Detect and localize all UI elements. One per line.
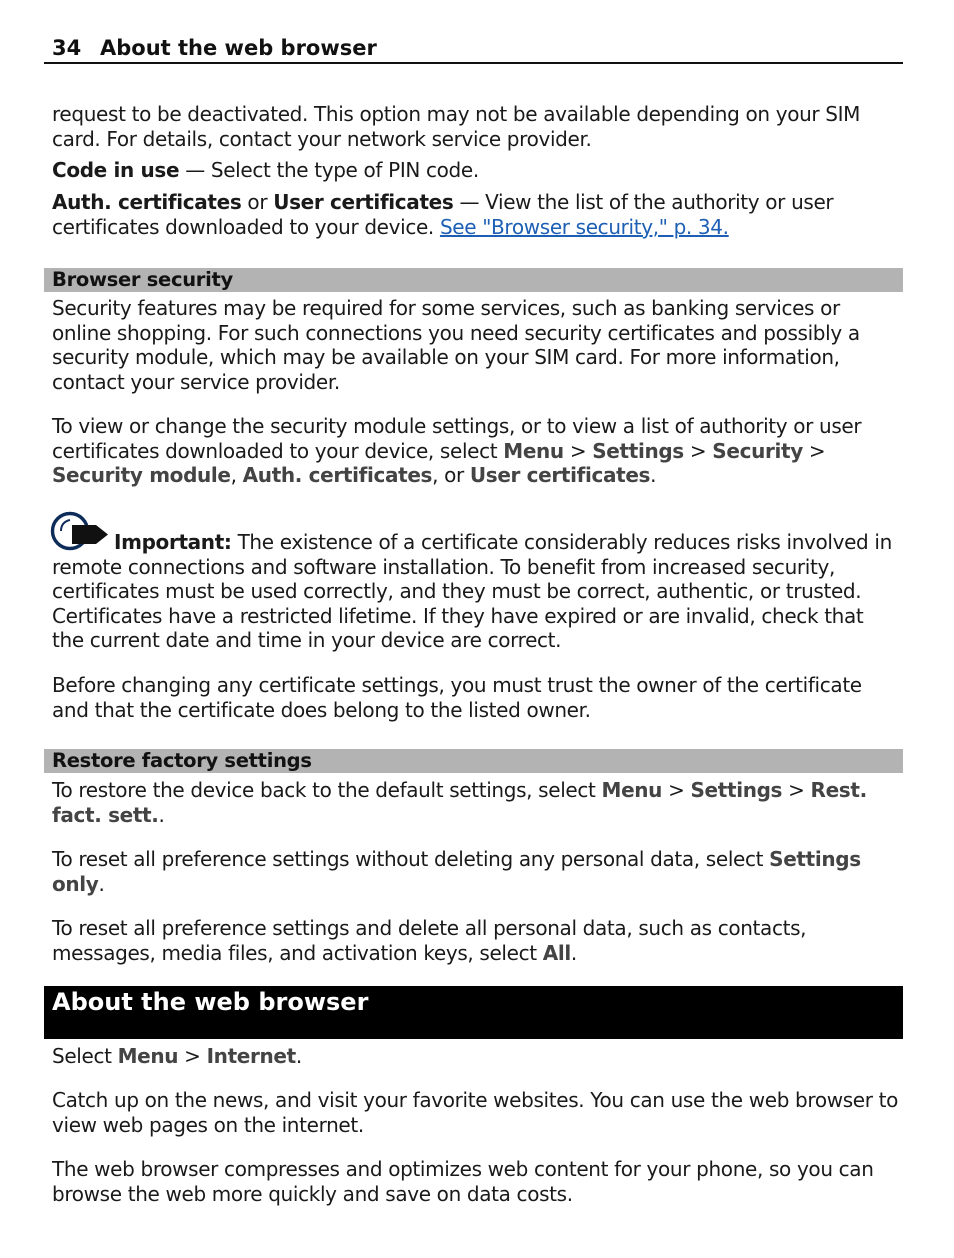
- section-heading-browser-security: Browser security: [44, 268, 903, 292]
- cert-text: — View the list of the authority or user certificates downloaded to your device.: [52, 190, 834, 239]
- paragraph-code-in-use: [52, 158, 900, 183]
- menu-path-all: All: [542, 940, 571, 965]
- page-number: 34: [52, 36, 82, 60]
- period: .: [158, 802, 165, 827]
- important-text: The existence of a certificate considerably reduces risks involved in remote connections and software installation. To benefit from increased security, certificates must be used correctly, and they must be correct, authentic, or trusted. Certificates have a restricted lifetime. If they have expired or are invalid, check that the current date and time in your device are correct.: [52, 530, 892, 653]
- important-label: Important:: [114, 530, 232, 554]
- code-in-use-text: — Select the type of PIN code.: [179, 158, 479, 182]
- menu-path-menu: Menu: [117, 1044, 179, 1068]
- paragraph-restore: [52, 778, 900, 827]
- paragraph-security-module: [52, 414, 900, 488]
- header-title: About the web browser: [100, 36, 377, 60]
- reset-all-text: To reset all preference settings and delete all personal data, such as contacts, messages, media files, and activation keys, select: [52, 916, 807, 965]
- paragraph-settings-only: [52, 847, 900, 896]
- paragraph-certificates: [52, 190, 900, 239]
- menu-path-settings: Settings: [690, 778, 783, 802]
- menu-path-auth-certificates: Auth. certificates: [242, 463, 433, 488]
- sep: >: [683, 438, 713, 463]
- comma: ,: [230, 463, 243, 488]
- or-text: , or: [432, 463, 470, 488]
- section-heading-restore: Restore factory settings: [44, 749, 903, 773]
- period: .: [650, 463, 657, 488]
- menu-path-rest-fact-sett: Rest. fact. sett.: [52, 778, 867, 827]
- restore-text: To restore the device back to the default settings, select: [52, 778, 602, 802]
- paragraph-security-features: Security features may be required for some services, such as banking services or online shopping. For such connections you need security certificates and possibly a security module, which may be available on your SIM card. For more information, contact your service provider.: [52, 296, 860, 394]
- menu-path-user-certificates: User certificates: [469, 463, 651, 488]
- menu-path-security-module: Security module: [52, 463, 231, 488]
- paragraph-compresses: The web browser compresses and optimizes web content for your phone, so you can browse the web more quickly and save on data costs.: [52, 1157, 874, 1206]
- paragraph-reset-all: [52, 916, 900, 965]
- chapter-heading-about-web-browser: About the web browser: [44, 986, 903, 1039]
- sep: >: [178, 1044, 207, 1068]
- paragraph-select-internet: [52, 1044, 900, 1069]
- menu-path-menu: Menu: [601, 778, 663, 802]
- sep: >: [662, 778, 691, 802]
- security-module-text: To view or change the security module settings, or to view a list of authority or user certificates downloaded to your device, select: [52, 414, 862, 463]
- settings-only-text: To reset all preference settings without deleting any personal data, select: [52, 847, 770, 871]
- paragraph-trust-owner: Before changing any certificate settings, you must trust the owner of the certificate and that the certificate does belong to the listed owner.: [52, 673, 862, 722]
- sep: >: [782, 778, 811, 802]
- sep: >: [563, 438, 593, 463]
- auth-cert-label: Auth. certificates: [52, 190, 242, 214]
- menu-path-settings-only: Settings only: [52, 847, 861, 896]
- or-text: or: [241, 190, 274, 214]
- paragraph-deactivation: request to be deactivated. This option may not be available depending on your SIM card. For details, contact your network service provider.: [52, 102, 861, 151]
- browser-security-link[interactable]: See "Browser security," p. 34.: [439, 214, 729, 239]
- running-header: [44, 34, 903, 64]
- select-text: Select: [52, 1044, 118, 1068]
- menu-path-security: Security: [712, 438, 803, 463]
- menu-path-settings: Settings: [592, 438, 684, 463]
- paragraph-catch-up: Catch up on the news, and visit your favorite websites. You can use the web browser to view web pages on the internet.: [52, 1088, 899, 1137]
- sep: >: [802, 438, 826, 463]
- menu-path-internet: Internet: [206, 1044, 296, 1068]
- period: .: [570, 940, 577, 965]
- menu-path-menu: Menu: [503, 438, 564, 463]
- period: .: [98, 871, 105, 896]
- paragraph-important: [52, 530, 900, 653]
- period: .: [295, 1044, 302, 1068]
- user-cert-label: User certificates: [273, 190, 454, 214]
- code-in-use-label: Code in use: [52, 158, 180, 182]
